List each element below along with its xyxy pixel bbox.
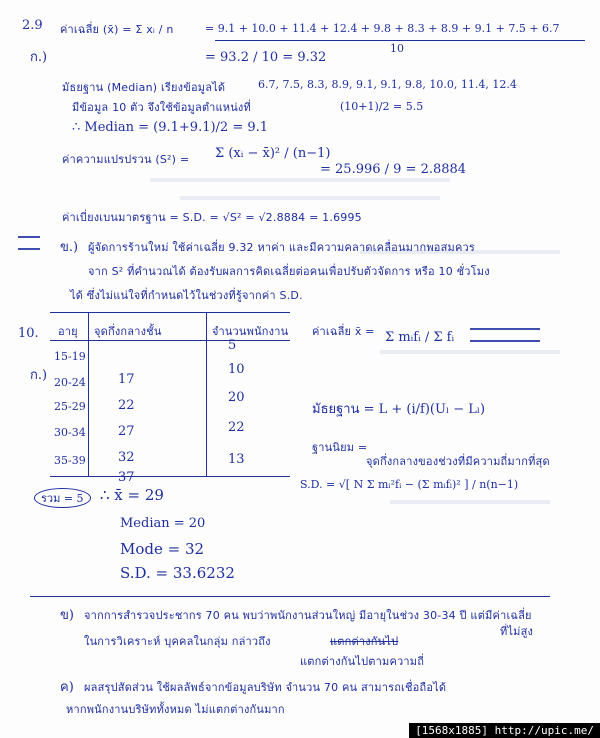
- median-result: ∴ Median = (9.1+9.1)/2 = 9.1: [72, 120, 269, 135]
- median-sorted-data: 6.7, 7.5, 8.3, 8.9, 9.1, 9.1, 9.8, 10.0, 11.4, 12.4: [258, 78, 517, 91]
- table-bottom-rule: [50, 476, 290, 477]
- conclusion-b-marker: ข): [60, 608, 74, 623]
- table-cell-age: 20-24: [54, 376, 86, 389]
- conclusion-b-line2: ในการวิเคราะห์ บุคคลในกลุ่ม กล่าวถึง: [84, 635, 271, 648]
- conclusion-c-line1: ผลสรุปสัดส่วน ใช้ผลลัพธ์จากข้อมูลบริษัท จำนวน 70 คน สามารถเชื่อถือได้: [84, 681, 447, 694]
- part-b-line3: ได้ ซึ่งไม่แน่ใจที่กำหนดไว้ในช่วงที่รู้จากค่า S.D.: [70, 289, 303, 302]
- problem-number: 2.9: [22, 18, 43, 33]
- table-cell-count: 20: [228, 390, 245, 405]
- conclusion-b-line1: จากการสำรวจประชากร 70 คน พบว่าพนักงานส่วนใหญ่ มีอายุในช่วง 30-34 ปี แต่มีค่าเฉลี่ย: [84, 609, 532, 622]
- part-b-line1: ผู้จัดการร้านใหม่ ใช้ค่าเฉลี่ย 9.32 หาค่า และมีความคลาดเคลื่อนมากพอสมควร: [88, 241, 476, 254]
- variance-label: ค่าความแปรปรวน (S²) =: [62, 153, 190, 166]
- table-header-rule: [50, 340, 290, 341]
- bleed-through-line: [180, 196, 440, 200]
- fraction-bar: [215, 40, 585, 41]
- mean-result: = 93.2 / 10 = 9.32: [205, 50, 327, 65]
- table-cell-midpoint: 17: [118, 372, 135, 387]
- scribble-mark: [470, 328, 540, 342]
- bleed-through-line: [380, 350, 560, 354]
- table-cell-midpoint: 22: [118, 398, 135, 413]
- mode-answer: Mode = 32: [120, 540, 205, 558]
- table-cell-count: 10: [228, 362, 245, 377]
- sd-label: ค่าเบี่ยงเบนมาตรฐาน = S.D. = √S² = √2.8884 = 1.6995: [62, 211, 362, 224]
- mean-label: ค่าเฉลี่ย (x̄) = Σ xᵢ / n: [60, 23, 174, 36]
- median-position-calc: (10+1)/2 = 5.5: [340, 100, 424, 113]
- table-cell-age: 25-29: [54, 400, 86, 413]
- table-cell-midpoint: 32: [118, 450, 135, 465]
- conclusion-c-line2: หากพนักงานบริษัททั้งหมด ไม่แตกต่างกันมาก: [66, 703, 285, 716]
- median-label: มัธยฐาน (Median) เรียงข้อมูลได้: [62, 81, 226, 94]
- problem10-number: 10.: [18, 326, 39, 341]
- conclusion-b-struck: แตกต่างกันไป: [330, 635, 399, 648]
- median-position-note: มีข้อมูล 10 ตัว จึงใช้ข้อมูลตำแหน่งที่: [72, 101, 251, 114]
- upic-watermark: [1568x1885] http://upic.me/: [409, 723, 600, 738]
- table-column-divider: [206, 312, 207, 476]
- side-mean-formula: Σ mᵢfᵢ / Σ fᵢ: [385, 330, 455, 345]
- variance-result: = 25.996 / 9 = 2.8884: [320, 162, 467, 177]
- table-cell-midpoint: 37: [118, 470, 135, 485]
- part-a-marker: ก.): [30, 50, 48, 65]
- table-top-rule: [50, 312, 290, 313]
- table-column-divider: [88, 312, 89, 476]
- mean-sum: = 9.1 + 10.0 + 11.4 + 12.4 + 9.8 + 8.3 + 8.9 + 9.1 + 7.5 + 6.7: [205, 22, 560, 35]
- bleed-through-line: [390, 500, 550, 504]
- conclusion-b-line1-tail: ที่ไม่สูง: [500, 625, 534, 638]
- bleed-through-line: [150, 178, 450, 182]
- part-b-marker: ข.): [60, 240, 79, 255]
- table-cell-age: 15-19: [54, 350, 86, 363]
- side-mode-label: ฐานนิยม =: [312, 441, 368, 454]
- side-sd-formula: S.D. = √[ N Σ mᵢ²fᵢ − (Σ mᵢfᵢ)² ] / n(n−1): [300, 478, 519, 491]
- sd-answer: S.D. = 33.6232: [120, 564, 235, 582]
- scribble-mark: [18, 236, 40, 250]
- table-cell-midpoint: 27: [118, 424, 135, 439]
- conclusion-c-marker: ค): [60, 680, 74, 695]
- table-cell-count: 22: [228, 420, 245, 435]
- part-b-line2: จาก S² ที่คำนวณได้ ต้องรับผลการคิดเฉลี่ยต่อคนเพื่อปรับตัวจัดการ หรือ 10 ชั่วโมง: [88, 265, 490, 278]
- side-median-formula: มัธยฐาน = L + (i/f)(Uₗ − Lₗ): [312, 402, 486, 417]
- median-answer: Median = 20: [120, 516, 206, 531]
- problem10-part-a: ก.): [30, 368, 48, 383]
- table-cell-count: 5: [228, 338, 237, 353]
- mean-denominator: 10: [390, 42, 404, 55]
- side-mode-note: จุดกึ่งกลางของช่วงที่มีความถี่มากที่สุด: [366, 455, 550, 468]
- table-header-age: อายุ: [58, 325, 78, 338]
- table-cell-age: 35-39: [54, 454, 86, 467]
- section-divider: [30, 596, 550, 597]
- mean-answer: ∴ x̄ = 29: [100, 486, 164, 504]
- conclusion-b-line3: แตกต่างกันไปตามความถี่: [300, 655, 425, 668]
- table-total: รวม = 5: [34, 488, 91, 508]
- table-cell-age: 30-34: [54, 426, 86, 439]
- table-header-midpoint: จุดกึ่งกลางชั้น: [94, 325, 162, 338]
- variance-formula: Σ (xᵢ − x̄)² / (n−1): [215, 146, 331, 161]
- table-header-count: จำนวนพนักงาน: [212, 325, 289, 338]
- table-cell-count: 13: [228, 452, 245, 467]
- side-mean-label: ค่าเฉลี่ย x̄ =: [312, 325, 375, 338]
